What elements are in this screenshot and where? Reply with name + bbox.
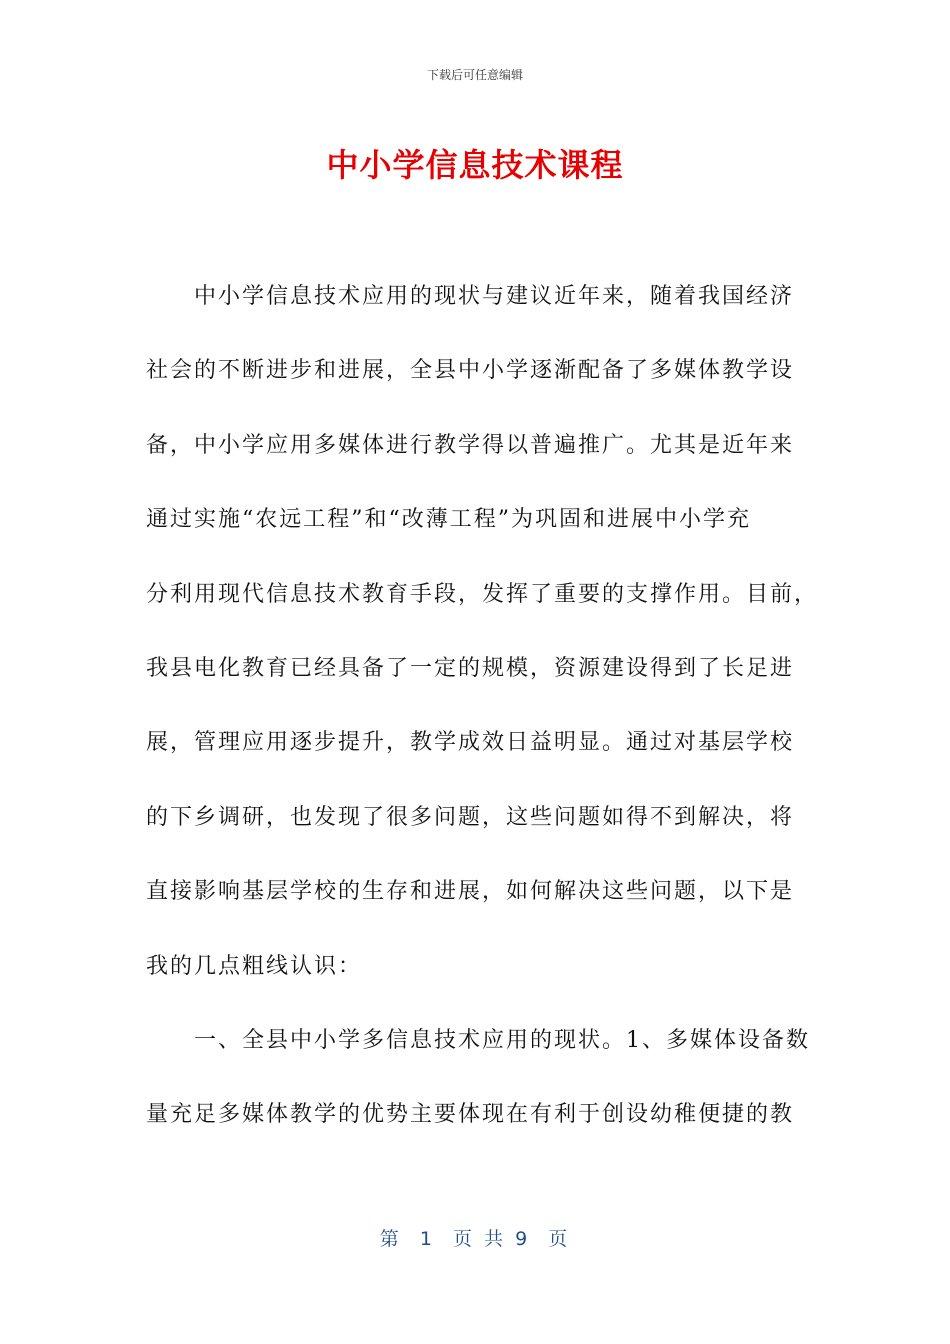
body-line: 直接影响基层学校的生存和进展，如何解决这些问题，以下是	[146, 879, 795, 905]
body-line: 我的几点粗线认识：	[146, 953, 363, 979]
document-title: 中小学信息技术课程	[326, 146, 624, 184]
body-line: 社会的不断进步和进展，全县中小学逐渐配备了多媒体教学设	[146, 358, 795, 384]
header-note: 下载后可任意编辑	[426, 68, 523, 82]
body-line: 展，管理应用逐步提升，教学成效日益明显。通过对基层学校	[146, 730, 795, 756]
body-line: 中小学信息技术应用的现状与建议近年来，随着我国经济	[194, 284, 795, 309]
body-line: 我县电化教育已经具备了一定的规模，资源建设得到了长足进	[146, 655, 795, 681]
body-line: 备，中小学应用多媒体进行教学得以普遍推广。尤其是近年来	[146, 432, 795, 458]
body-line: 分利用现代信息技术教育手段，发挥了重要的支撑作用。目前，	[146, 581, 819, 607]
body-line: 量充足多媒体教学的优势主要体现在有利于创设幼稚便捷的教	[146, 1102, 795, 1128]
body-line: 通过实施“农远工程”和“改薄工程”为巩固和进展中小学充	[146, 507, 751, 533]
body-line: 的下乡调研，也发现了很多问题，这些问题如得不到解决，将	[146, 804, 795, 830]
body-line: 一、全县中小学多信息技术应用的现状。1、多媒体设备数	[194, 1027, 810, 1053]
document-body	[146, 260, 819, 1153]
page-footer: 第 1 页 共 9 页	[379, 1228, 571, 1250]
